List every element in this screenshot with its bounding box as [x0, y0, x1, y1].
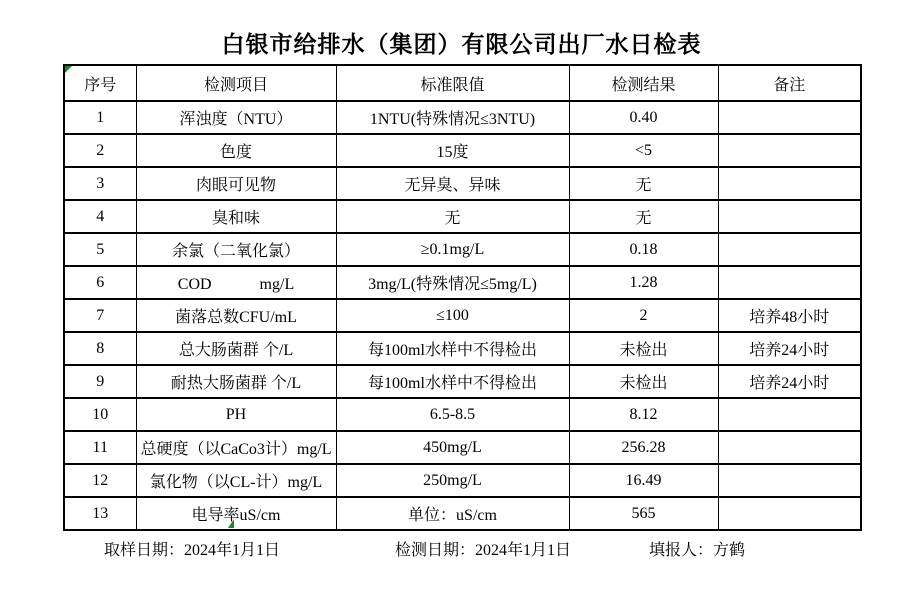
cell-limit: 无异臭、异味 — [336, 167, 569, 200]
table-row — [64, 398, 861, 431]
cell-limit: 每100ml水样中不得检出 — [336, 332, 569, 365]
cell-result: <5 — [569, 134, 718, 167]
column-header-limit: 标准限值 — [336, 65, 569, 101]
cell-no: 5 — [64, 233, 136, 266]
cell-no: 2 — [64, 134, 136, 167]
cell-item: 耐热大肠菌群 个/L — [136, 365, 336, 398]
cell-no: 7 — [64, 299, 136, 332]
table-row — [64, 464, 861, 497]
cell-result: 未检出 — [569, 332, 718, 365]
cell-no: 9 — [64, 365, 136, 398]
table-row — [64, 365, 861, 398]
cell-item: 色度 — [136, 134, 336, 167]
cell-note: 培养24小时 — [718, 332, 861, 365]
cell-no: 1 — [64, 101, 136, 134]
table-row — [64, 200, 861, 233]
sampling-date-label: 取样日期： — [104, 542, 185, 559]
cell-result: 8.12 — [569, 398, 718, 431]
cell-no: 6 — [64, 266, 136, 299]
cell-note — [718, 464, 861, 497]
cell-limit: 15度 — [336, 134, 569, 167]
cell-no: 4 — [64, 200, 136, 233]
cell-item: 臭和味 — [136, 200, 336, 233]
cell-note — [718, 266, 861, 299]
table-row — [64, 167, 861, 200]
table-row — [64, 134, 861, 167]
cell-note — [718, 431, 861, 464]
cell-limit: 250mg/L — [336, 464, 569, 497]
cell-item: 总硬度（以CaCo3计）mg/L — [136, 431, 336, 464]
cell-note: 培养48小时 — [718, 299, 861, 332]
header-row — [64, 65, 861, 101]
column-header-result: 检测结果 — [569, 65, 718, 101]
reporter-label: 填报人： — [649, 542, 714, 559]
inspection-table — [63, 64, 862, 531]
cell-limit: 450mg/L — [336, 431, 569, 464]
cell-limit: 6.5-8.5 — [336, 398, 569, 431]
cell-item: PH — [136, 398, 336, 431]
cell-note — [718, 101, 861, 134]
cell-result: 未检出 — [569, 365, 718, 398]
table-row — [64, 332, 861, 365]
cell-note — [718, 398, 861, 431]
table-row — [64, 299, 861, 332]
cell-item: 总大肠菌群 个/L — [136, 332, 336, 365]
cell-no: 11 — [64, 431, 136, 464]
cell-result: 无 — [569, 200, 718, 233]
cell-note — [718, 200, 861, 233]
cell-limit: 无 — [336, 200, 569, 233]
test-date-label: 检测日期： — [395, 542, 476, 559]
page-title: 白银市给排水（集团）有限公司出厂水日检表 — [221, 32, 702, 57]
column-header-note: 备注 — [718, 65, 861, 101]
table-row — [64, 266, 861, 299]
cell-item: 余氯（二氧化氯） — [136, 233, 336, 266]
cell-result: 16.49 — [569, 464, 718, 497]
cell-result: 0.18 — [569, 233, 718, 266]
cell-result: 1.28 — [569, 266, 718, 299]
cell-result: 0.40 — [569, 101, 718, 134]
reporter-value: 方鹤 — [713, 542, 746, 559]
cell-no: 13 — [64, 497, 136, 530]
cell-no: 10 — [64, 398, 136, 431]
table-row — [64, 233, 861, 266]
sampling-date-value: 2024年1月1日 — [184, 542, 281, 559]
column-header-item: 检测项目 — [136, 65, 336, 101]
table-row — [64, 497, 861, 530]
column-header-no: 序号 — [64, 65, 136, 101]
cell-result: 256.28 — [569, 431, 718, 464]
cell-item: 电导率uS/cm — [136, 497, 336, 530]
cell-item: 肉眼可见物 — [136, 167, 336, 200]
cell-item: COD mg/L — [136, 266, 336, 299]
cell-limit: ≥0.1mg/L — [336, 233, 569, 266]
cell-note — [718, 167, 861, 200]
cell-no: 8 — [64, 332, 136, 365]
cell-note — [718, 134, 861, 167]
cell-item: 浑浊度（NTU） — [136, 101, 336, 134]
cell-result: 2 — [569, 299, 718, 332]
test-date-value: 2024年1月1日 — [475, 542, 572, 559]
sampling-date — [104, 537, 280, 560]
cell-no: 3 — [64, 167, 136, 200]
cell-limit: 单位：uS/cm — [336, 497, 569, 530]
cell-limit: 3mg/L(特殊情况≤5mg/L) — [336, 266, 569, 299]
table-row — [64, 431, 861, 464]
cell-item: 菌落总数CFU/mL — [136, 299, 336, 332]
table-row — [64, 101, 861, 134]
cell-limit: 1NTU(特殊情况≤3NTU) — [336, 101, 569, 134]
test-date — [395, 537, 571, 560]
cell-limit: ≤100 — [336, 299, 569, 332]
cell-no: 12 — [64, 464, 136, 497]
cell-note — [718, 233, 861, 266]
cell-note: 培养24小时 — [718, 365, 861, 398]
cell-result: 无 — [569, 167, 718, 200]
reporter — [649, 537, 745, 560]
cell-limit: 每100ml水样中不得检出 — [336, 365, 569, 398]
cell-result: 565 — [569, 497, 718, 530]
cell-note — [718, 497, 861, 530]
cell-item: 氯化物（以CL-计）mg/L — [136, 464, 336, 497]
